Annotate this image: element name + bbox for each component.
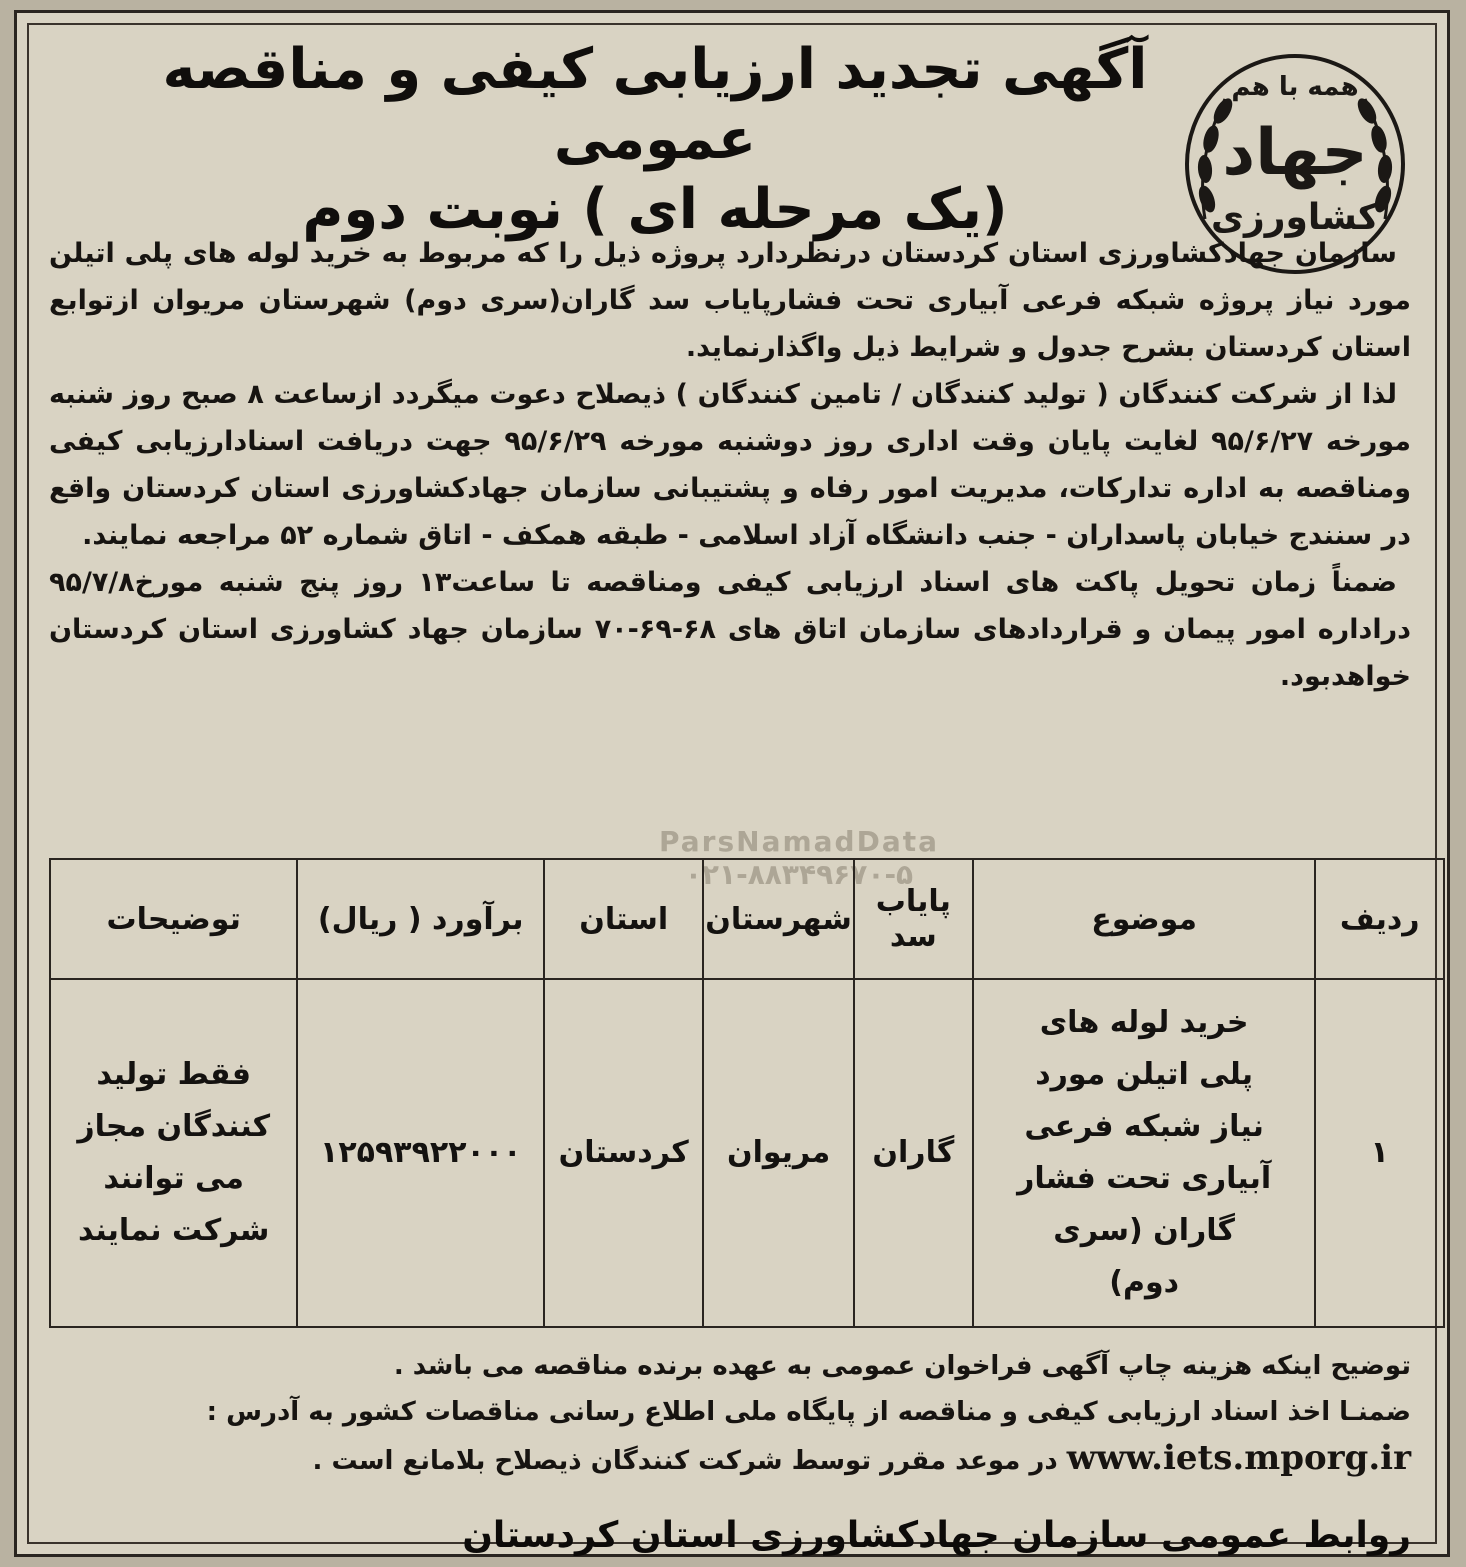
notice-title-line1: آگهی تجدید ارزیابی کیفی و مناقصه عمومی (162, 37, 1148, 172)
body-paragraph-1: سازمان جهادکشاورزی استان کردستان درنظردارد پروژه ذیل را که مربوط به خرید لوله های پلی اتیلن مورد نیاز پروژه شبکه فرعی آبیاری تحت فشارپایاب سد گاران(سری دوم) شهرستان مریوان ازتوابع استان کردستان بشرح جدول و شرایط ذیل واگذارنماید. (49, 238, 1411, 363)
cell-province: کردستان (544, 979, 703, 1327)
header-row-number: ردیف (1315, 859, 1444, 979)
header-county: شهرستان (703, 859, 854, 979)
footer-line-3-text: در موعد مقرر توسط شرکت کنندگان ذیصلاح بلامانع است . (312, 1446, 1058, 1476)
tender-notice-page (14, 10, 1450, 1557)
cell-row-number: ۱ (1315, 979, 1444, 1327)
table-header-row (50, 859, 1444, 979)
tender-table (49, 858, 1445, 1328)
notice-frame (27, 23, 1437, 1556)
header-dam: پایاب سد (854, 859, 973, 979)
tender-portal-link[interactable]: www.iets.mporg.ir (1066, 1438, 1411, 1478)
logo-top-text: همه با هم (1231, 72, 1359, 102)
header-subject: موضوع (973, 859, 1316, 979)
watermark-phone: ۰۲۱-۸۸۳۴۹۶۷۰-۵ (684, 858, 914, 891)
table-row (50, 979, 1444, 1327)
notice-title-line2: (یک مرحله ای ) نوبت دوم (302, 177, 1008, 242)
header-notes: توضیحات (50, 859, 297, 979)
body-paragraph-2: لذا از شرکت کنندگان ( تولید کنندگان / تامین کنندگان ) ذیصلاح دعوت میگردد ازساعت ۸ صبح روز شنبه مورخه ۹۵/۶/۲۷ لغایت پایان وقت اداری روز دوشنبه مورخه ۹۵/۶/۲۹ جهت دریافت اسنادارزیابی کیفی ومناقصه به اداره تدارکات، مدیریت امور رفاه و پشتیبانی سازمان جهادکشاورزی استان کردستان واقع در سنندج خیابان پاسداران - جنب دانشگاه آزاد اسلامی - طبقه همکف - اتاق شماره ۵۲ مراجعه نمایند. (49, 379, 1411, 551)
cell-county: مریوان (703, 979, 854, 1327)
cell-estimate: ۱۲۵۹۳۹۲۲۰۰۰ (297, 979, 544, 1327)
logo-sub-text: کشاورزی (1211, 197, 1379, 238)
logo-main-text: جهاد (1222, 116, 1368, 190)
notice-body (49, 230, 1411, 700)
header-province: استان (544, 859, 703, 979)
signature-public-relations: روابط عمومی سازمان جهادکشاورزی استان کردستان (462, 1515, 1411, 1556)
header-estimate: برآورد ( ریال) (297, 859, 544, 979)
body-paragraph-3: ضمناً زمان تحویل پاکت های اسناد ارزیابی کیفی ومناقصه تا ساعت۱۳ روز پنج شنبه مورخ۹۵/۷/۸ دراداره امور پیمان و قراردادهای سازمان اتاق های ۶۸-۶۹-۷۰ سازمان جهاد کشاورزی استان کردستان خواهدبود. (49, 567, 1411, 692)
footer-line-2: ضمنـا اخذ اسناد ارزیابی کیفی و مناقصه از پایگاه ملی اطلاع رسانی مناقصات کشور به آدرس : (206, 1397, 1411, 1427)
notice-footer (49, 1343, 1411, 1484)
notice-title (155, 35, 1155, 245)
cell-dam: گاران (854, 979, 973, 1327)
footer-line-1: توضیح اینکه هزینه چاپ آگهی فراخوان عمومی به عهده برنده مناقصه می باشد . (393, 1351, 1411, 1381)
cell-notes: فقط تولید کنندگان مجاز می توانند شرکت نمایند (50, 979, 297, 1327)
watermark-brand: ParsNamadData (659, 825, 939, 858)
cell-subject: خرید لوله های پلی اتیلن مورد نیاز شبکه فرعی آبیاری تحت فشار گاران (سری دوم) (973, 979, 1316, 1327)
footer-line-3 (49, 1435, 1411, 1484)
